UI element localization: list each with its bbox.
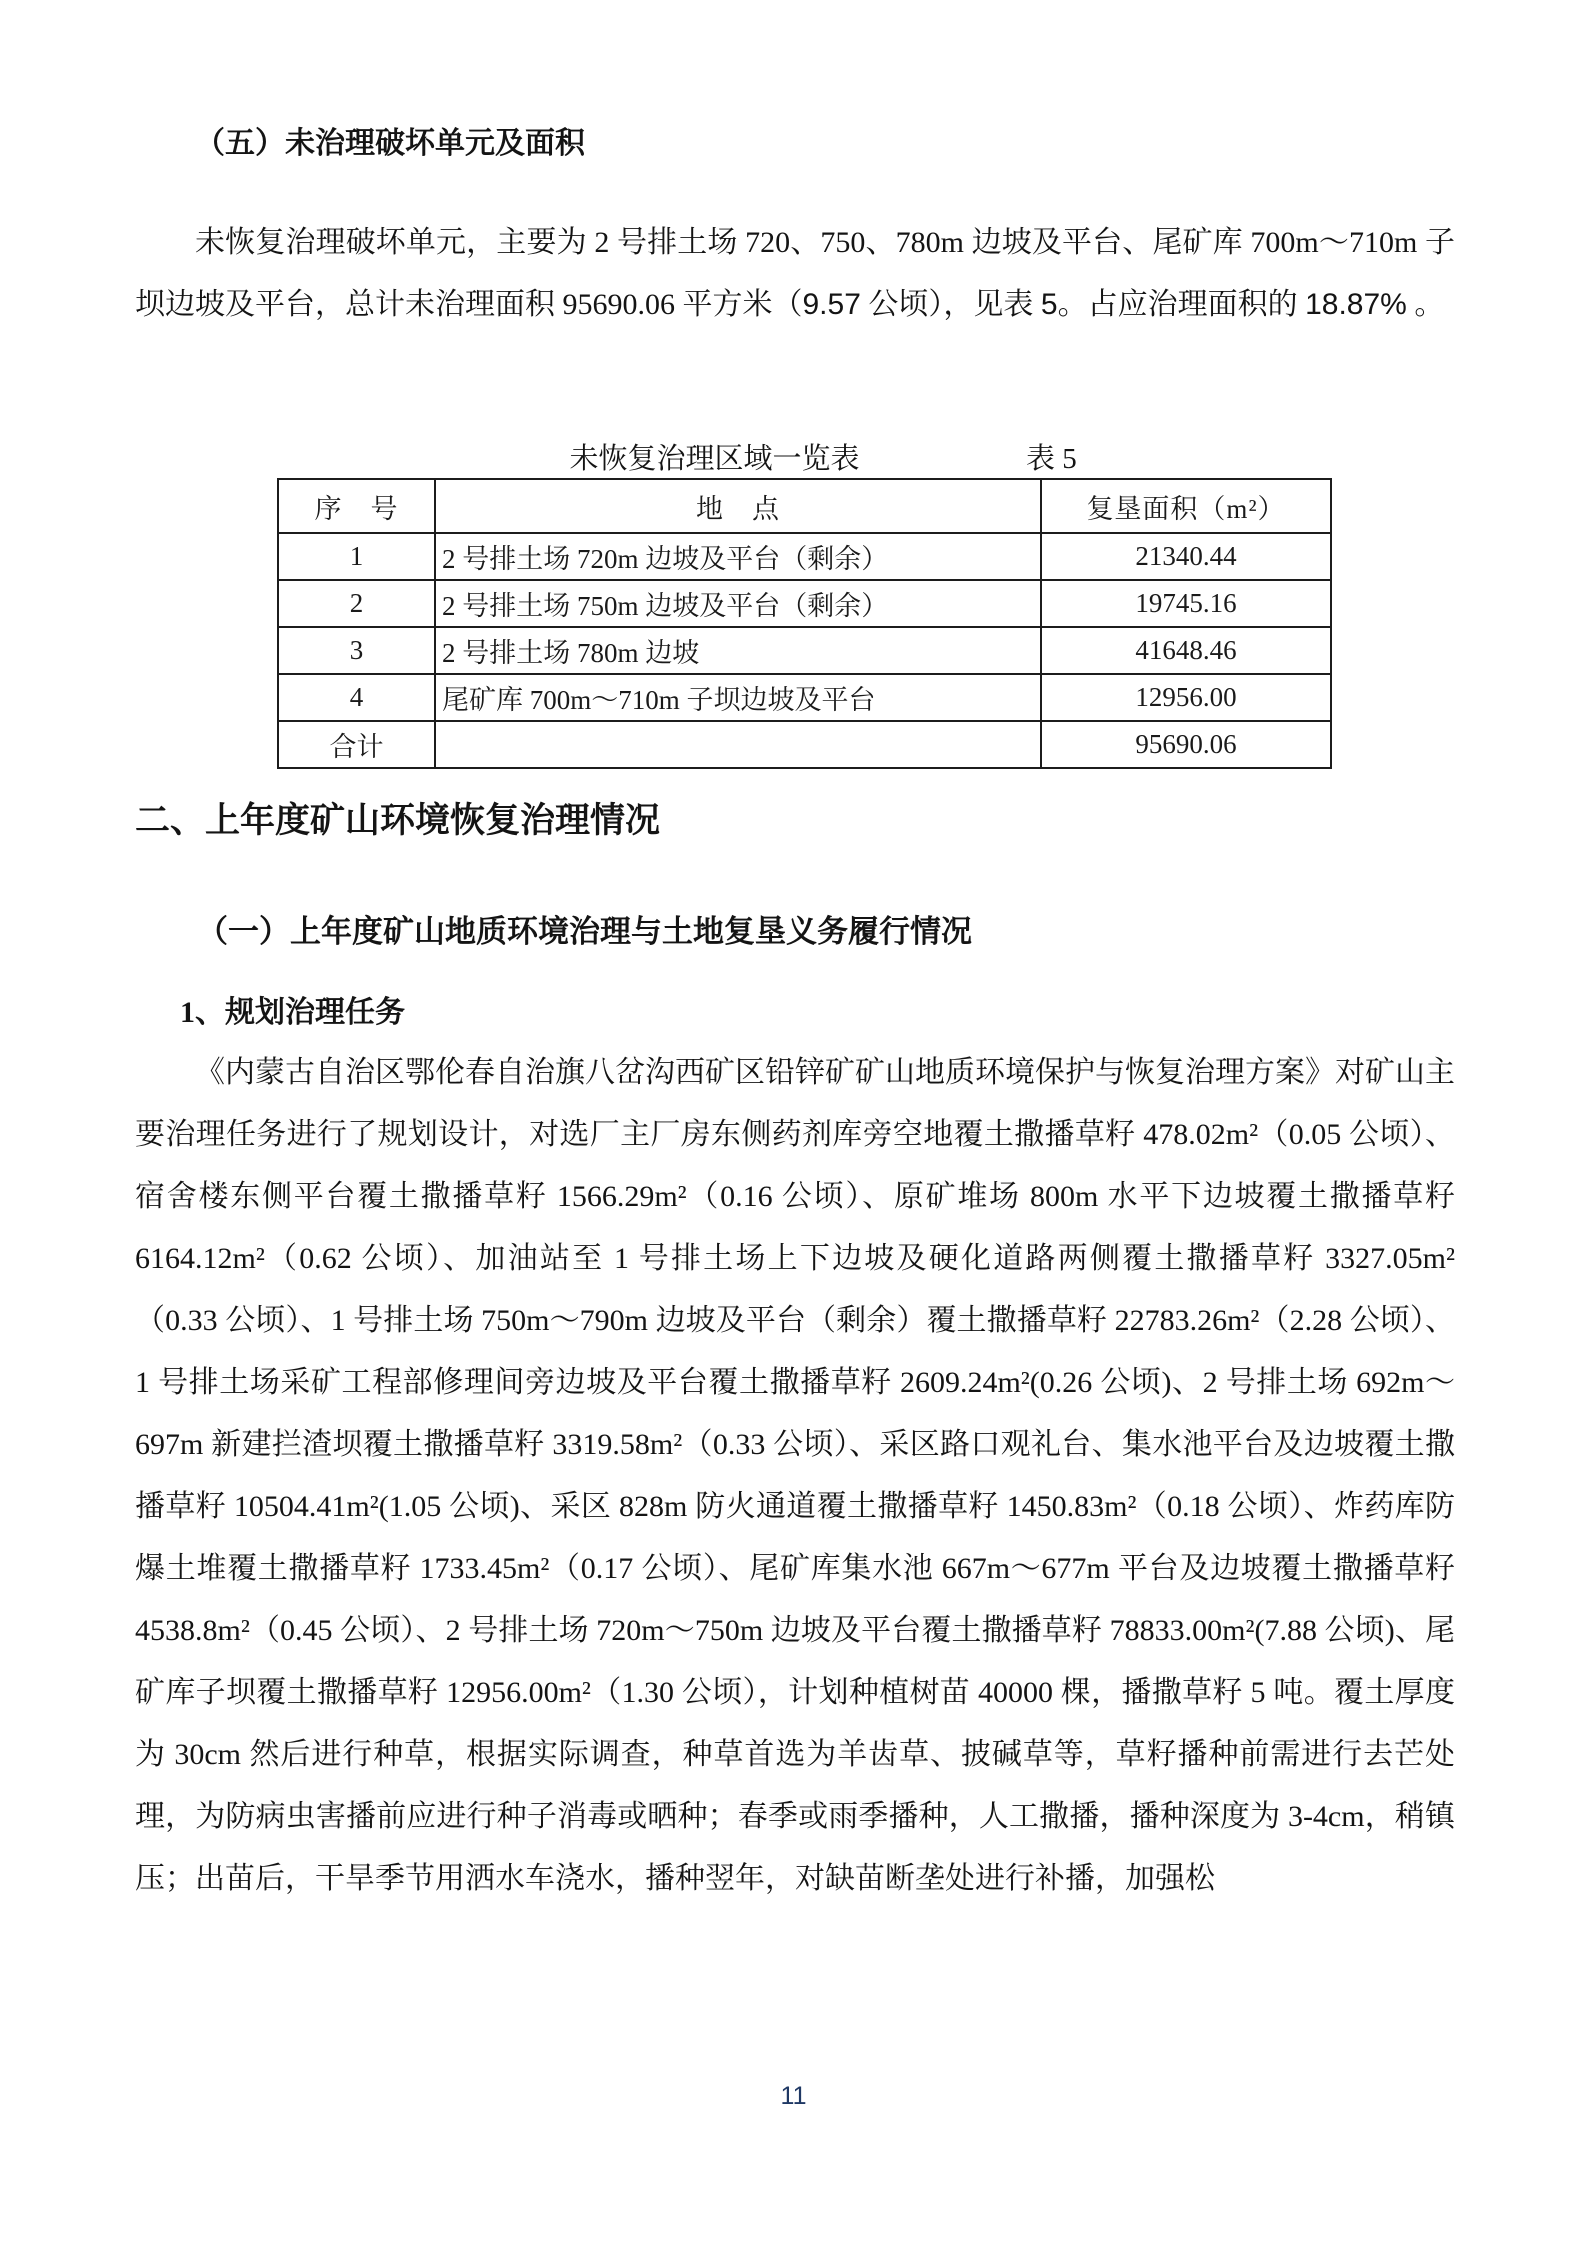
cell-location-empty xyxy=(435,721,1041,768)
table-row xyxy=(278,533,1331,580)
section-2-heading: 二、上年度矿山环境恢复治理情况 xyxy=(135,801,661,840)
cell-location: 2 号排土场 750m 边坡及平台（剩余） xyxy=(435,580,1041,627)
cell-index: 3 xyxy=(278,627,435,674)
cell-area: 12956.00 xyxy=(1041,674,1331,721)
table-header-area: 复垦面积（m²） xyxy=(1041,479,1331,533)
section-2-1-1-heading: 1、规划治理任务 xyxy=(180,996,405,1029)
table-header-location: 地 点 xyxy=(435,479,1041,533)
cell-area: 41648.46 xyxy=(1041,627,1331,674)
cell-area: 19745.16 xyxy=(1041,580,1331,627)
table-label: 表 5 xyxy=(1026,443,1077,475)
cell-location: 2 号排土场 780m 边坡 xyxy=(435,627,1041,674)
table-title: 未恢复治理区域一览表 xyxy=(569,443,860,475)
page-number: 11 xyxy=(780,2082,807,2110)
cell-index: 4 xyxy=(278,674,435,721)
section-2-1-heading: （一）上年度矿山地质环境治理与土地复垦义务履行情况 xyxy=(197,914,972,949)
table-row-total xyxy=(278,721,1331,768)
table-header-index: 序 号 xyxy=(278,479,435,533)
table-row xyxy=(278,674,1331,721)
cell-area: 21340.44 xyxy=(1041,533,1331,580)
section-5-heading: （五）未治理破坏单元及面积 xyxy=(195,127,585,160)
cell-index: 1 xyxy=(278,533,435,580)
untreated-areas-table-wrap xyxy=(277,478,1332,769)
section-5-paragraph: 未恢复治理破坏单元，主要为 2 号排土场 720、750、780m 边坡及平台、尾矿库 700m～710m 子坝边坡及平台，总计未治理面积 95690.06 平方米（9.57 公顷），见表 5。占应治理面积的 18.87% 。 xyxy=(135,226,1455,321)
cell-index: 2 xyxy=(278,580,435,627)
cell-total-area: 95690.06 xyxy=(1041,721,1331,768)
cell-location: 尾矿库 700m～710m 子坝边坡及平台 xyxy=(435,674,1041,721)
table-caption xyxy=(135,438,1455,480)
table-header-row xyxy=(278,479,1331,533)
table-row xyxy=(278,627,1331,674)
cell-total-label: 合计 xyxy=(278,721,435,768)
cell-location: 2 号排土场 720m 边坡及平台（剩余） xyxy=(435,533,1041,580)
planning-tasks-paragraph: 《内蒙古自治区鄂伦春自治旗八岔沟西矿区铅锌矿矿山地质环境保护与恢复治理方案》对矿山主要治理任务进行了规划设计，对选厂主厂房东侧药剂库旁空地覆土撒播草籽 478.02m²（0.05 公顷）、宿舍楼东侧平台覆土撒播草籽 1566.29m²（0.16 公顷）、原矿堆场 800m 水平下边坡覆土撒播草籽 6164.12m²（0.62 公顷）、加油站至 1 号排土场上下边坡及硬化道路两侧覆土撒播草籽 3327.05m²（0.33 公顷）、1 号排土场 750m～790m 边坡及平台（剩余）覆土撒播草籽 22783.26m²（2.28 公顷）、1 号排土场采矿工程部修理间旁边坡及平台覆土撒播草籽 2609.24m²(0.26 公顷)、2 号排土场 692m～697m 新建拦渣坝覆土撒播草籽 3319.58m²（0.33 公顷）、采区路口观礼台、集水池平台及边坡覆土撒播草籽 10504.41m²(1.05 公顷)、采区 828m 防火通道覆土撒播草籽 1450.83m²（0.18 公顷）、炸药库防爆土堆覆土撒播草籽 1733.45m²（0.17 公顷）、尾矿库集水池 667m～677m 平台及边坡覆土撒播草籽 4538.8m²（0.45 公顷）、2 号排土场 720m～750m 边坡及平台覆土撒播草籽 78833.00m²(7.88 公顷)、尾矿库子坝覆土撒播草籽 12956.00m²（1.30 公顷），计划种植树苗 40000 棵，播撒草籽 5 吨。覆土厚度为 30cm 然后进行种草，根据实际调查，种草首选为羊齿草、披碱草等，草籽播种前需进行去芒处理，为防病虫害播前应进行种子消毒或晒种；春季或雨季播种，人工撒播，播种深度为 3-4cm，稍镇压；出苗后，干旱季节用洒水车浇水，播种翌年，对缺苗断垄处进行补播，加强松 xyxy=(135,1056,1455,1895)
table-row xyxy=(278,580,1331,627)
untreated-areas-table xyxy=(277,478,1332,769)
